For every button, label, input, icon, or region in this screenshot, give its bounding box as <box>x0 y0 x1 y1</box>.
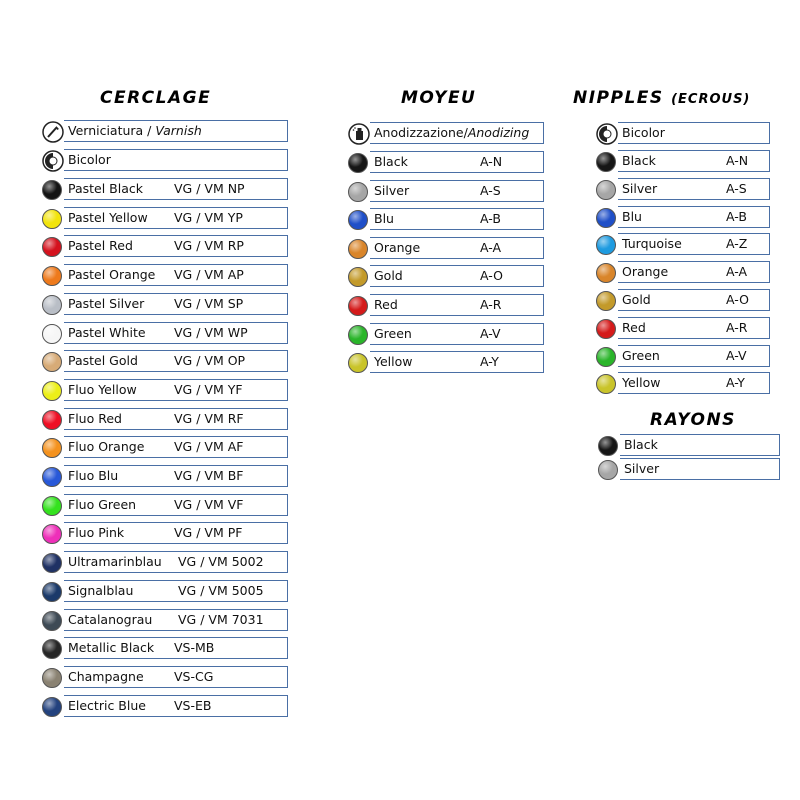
color-swatch <box>42 467 62 487</box>
cerclage-item <box>42 551 288 575</box>
cerclage-item-code: VG / VM WP <box>174 324 248 340</box>
nipples-item-name: Silver <box>622 180 658 196</box>
cerclage-header-bicolor <box>42 149 288 173</box>
nipples-item <box>596 372 770 396</box>
cerclage-item <box>42 379 288 403</box>
cerclage-item-code: VG / VM 5005 <box>178 582 264 598</box>
cerclage-item <box>42 178 288 202</box>
nipples-item-name: Orange <box>622 264 669 280</box>
brush-icon <box>42 121 64 143</box>
nipples-item <box>596 345 770 369</box>
cerclage-item-code: VG / VM AP <box>174 267 244 283</box>
cerclage-item-code: VG / VM RP <box>174 238 244 254</box>
color-swatch <box>42 324 62 344</box>
cerclage-item-code: VS-MB <box>174 640 215 656</box>
nipples-item-name: Blu <box>622 208 642 224</box>
color-swatch <box>42 697 62 717</box>
cerclage-item-name: Fluo Orange <box>68 439 145 455</box>
nipples-title-main: NIPPLES <box>573 88 664 108</box>
nipples-item-name: Gold <box>622 292 651 307</box>
nipples-title-sub: (ECROUS) <box>671 92 751 107</box>
nipples-column <box>596 122 776 402</box>
cerclage-item <box>42 580 288 604</box>
moyeu-item-code: A-N <box>480 154 503 169</box>
nipples-item-name: Turquoise <box>622 236 682 252</box>
nipples-item-code: A-S <box>726 180 747 196</box>
moyeu-item <box>348 265 544 289</box>
moyeu-item-name: Silver <box>374 182 410 198</box>
nipples-item <box>596 233 770 257</box>
cerclage-item-code: VG / VM SP <box>174 295 244 311</box>
rayons-item <box>598 434 780 458</box>
nipples-item-code: A-Y <box>726 375 745 391</box>
color-swatch <box>42 496 62 516</box>
anodizing-label-italic: Anodizing <box>467 125 530 140</box>
cerclage-title: CERCLAGE <box>100 88 212 108</box>
rayons-title: RAYONS <box>650 410 736 430</box>
nipples-header-bicolor <box>596 122 770 146</box>
cerclage-item-code: VG / VM YP <box>174 209 243 225</box>
cerclage-item-name: Pastel White <box>68 324 146 340</box>
rayons-item <box>598 458 780 482</box>
nipples-item <box>596 317 770 341</box>
cerclage-item-name: Pastel Orange <box>68 267 156 283</box>
cerclage-item-code: VG / VM YF <box>174 381 243 397</box>
anodizing-label: Anodizzazione/ <box>374 125 468 140</box>
cerclage-item-code: VG / VM RF <box>174 410 244 426</box>
cerclage-item-name: Ultramarinblau <box>68 554 162 570</box>
color-swatch <box>596 235 616 255</box>
color-swatch <box>42 611 62 631</box>
nipples-item-name: Red <box>622 319 646 335</box>
color-swatch <box>596 319 616 339</box>
bicolor-label: Bicolor <box>68 152 111 167</box>
cerclage-item-code: VG / VM PF <box>174 525 243 541</box>
cerclage-item-code: VG / VM OP <box>174 353 246 369</box>
color-swatch <box>596 208 616 228</box>
color-swatch <box>42 209 62 229</box>
cerclage-item <box>42 235 288 259</box>
color-swatch <box>598 436 618 456</box>
moyeu-item-code: A-Y <box>480 354 499 370</box>
nipples-item-code: A-Z <box>726 236 748 252</box>
rayons-column <box>598 434 783 484</box>
color-swatch <box>42 524 62 544</box>
color-swatch <box>42 352 62 372</box>
nipples-item <box>596 178 770 202</box>
cerclage-item-code: VG / VM VF <box>174 496 244 512</box>
varnish-label: Verniciatura / <box>68 123 156 138</box>
moyeu-item <box>348 237 544 261</box>
cerclage-item-code: VG / VM BF <box>174 468 244 483</box>
color-swatch <box>348 239 368 259</box>
moyeu-item-code: A-R <box>480 297 502 312</box>
rayons-item-name: Black <box>624 437 658 452</box>
color-swatch <box>42 237 62 257</box>
cerclage-item <box>42 293 288 317</box>
nipples-bicolor-label: Bicolor <box>622 125 665 140</box>
rayons-item-name: Silver <box>624 461 660 476</box>
color-swatch <box>42 639 62 659</box>
cerclage-item-code: VS-CG <box>174 668 214 684</box>
cerclage-item-name: Fluo Blu <box>68 468 119 483</box>
color-swatch <box>348 325 368 345</box>
cerclage-item-name: Metallic Black <box>68 640 155 656</box>
cerclage-item-code: VG / VM NP <box>174 181 245 196</box>
varnish-label-italic: Varnish <box>155 123 202 138</box>
cerclage-item <box>42 609 288 633</box>
color-swatch <box>348 296 368 316</box>
cerclage-item-code: VG / VM 5002 <box>178 554 264 570</box>
color-swatch <box>42 381 62 401</box>
cerclage-item-code: VG / VM AF <box>174 439 244 455</box>
moyeu-item <box>348 180 544 204</box>
cerclage-item <box>42 522 288 546</box>
moyeu-item <box>348 351 544 375</box>
cerclage-item-name: Fluo Pink <box>68 525 125 541</box>
nipples-item <box>596 289 770 313</box>
half-circle-icon <box>596 123 618 145</box>
moyeu-item-code: A-V <box>480 325 501 341</box>
cerclage-item-name: Signalblau <box>68 582 134 598</box>
cerclage-item <box>42 264 288 288</box>
moyeu-item-code: A-O <box>480 268 503 284</box>
nipples-item-code: A-A <box>726 264 748 280</box>
color-swatch <box>348 353 368 373</box>
cerclage-item-code: VG / VM 7031 <box>178 611 264 627</box>
nipples-item-code: A-V <box>726 347 747 363</box>
nipples-item-name: Green <box>622 347 660 363</box>
moyeu-title: MOYEU <box>401 88 477 108</box>
nipples-title <box>573 88 750 108</box>
cerclage-item-name: Pastel Gold <box>68 353 138 369</box>
cerclage-column <box>42 120 292 720</box>
color-swatch <box>596 347 616 367</box>
cerclage-item <box>42 666 288 690</box>
moyeu-item-code: A-S <box>480 182 501 198</box>
moyeu-item-code: A-A <box>480 239 502 255</box>
cerclage-item <box>42 322 288 346</box>
cerclage-item <box>42 637 288 661</box>
cerclage-item <box>42 465 288 489</box>
moyeu-item-name: Gold <box>374 268 403 284</box>
color-swatch <box>348 182 368 202</box>
moyeu-item <box>348 323 544 347</box>
nipples-item-code: A-B <box>726 208 747 224</box>
nipples-item-name: Yellow <box>622 375 661 391</box>
cerclage-item <box>42 207 288 231</box>
nipples-item <box>596 150 770 174</box>
moyeu-item-code: A-B <box>480 211 501 227</box>
cerclage-item-name: Pastel Yellow <box>68 209 148 225</box>
color-swatch <box>42 438 62 458</box>
color-swatch <box>598 460 618 480</box>
nipples-item-name: Black <box>622 153 656 168</box>
cerclage-item-name: Fluo Red <box>68 410 122 426</box>
cerclage-item-name: Pastel Silver <box>68 295 145 311</box>
color-swatch <box>596 374 616 394</box>
color-swatch <box>596 180 616 200</box>
color-swatch <box>348 153 368 173</box>
nipples-item <box>596 261 770 285</box>
cerclage-item-name: Electric Blue <box>68 697 146 713</box>
cerclage-item-name: Fluo Yellow <box>68 381 137 397</box>
half-circle-icon <box>42 150 64 172</box>
color-swatch <box>348 267 368 287</box>
moyeu-item-name: Blu <box>374 211 394 227</box>
color-swatch <box>596 291 616 311</box>
moyeu-header-anodizing <box>348 122 544 146</box>
cerclage-item-name: Fluo Green <box>68 496 137 512</box>
cerclage-item-name: Pastel Black <box>68 181 144 196</box>
cerclage-item <box>42 494 288 518</box>
color-swatch <box>348 210 368 230</box>
spray-can-icon <box>348 123 370 145</box>
color-swatch <box>42 295 62 315</box>
color-swatch <box>596 263 616 283</box>
moyeu-item-name: Yellow <box>374 354 413 370</box>
color-swatch <box>42 180 62 200</box>
moyeu-item <box>348 208 544 232</box>
cerclage-item-name: Catalanograu <box>68 611 153 627</box>
cerclage-item-name: Champagne <box>68 668 144 684</box>
cerclage-item <box>42 695 288 719</box>
cerclage-item-code: VS-EB <box>174 697 212 713</box>
color-swatch <box>42 410 62 430</box>
cerclage-item-name: Pastel Red <box>68 238 133 254</box>
cerclage-header-varnish <box>42 120 288 144</box>
nipples-item-code: A-N <box>726 153 749 168</box>
moyeu-item-name: Black <box>374 154 408 169</box>
color-swatch <box>42 266 62 286</box>
cerclage-item <box>42 408 288 432</box>
color-swatch <box>42 668 62 688</box>
cerclage-item <box>42 436 288 460</box>
moyeu-item <box>348 151 544 175</box>
color-swatch <box>42 582 62 602</box>
cerclage-item <box>42 350 288 374</box>
moyeu-item-name: Green <box>374 325 412 341</box>
moyeu-column <box>348 122 548 382</box>
moyeu-item-name: Red <box>374 297 398 312</box>
moyeu-item-name: Orange <box>374 239 421 255</box>
color-swatch <box>596 152 616 172</box>
moyeu-item <box>348 294 544 318</box>
color-swatch <box>42 553 62 573</box>
nipples-item-code: A-O <box>726 292 749 307</box>
nipples-item-code: A-R <box>726 319 748 335</box>
nipples-item <box>596 206 770 230</box>
